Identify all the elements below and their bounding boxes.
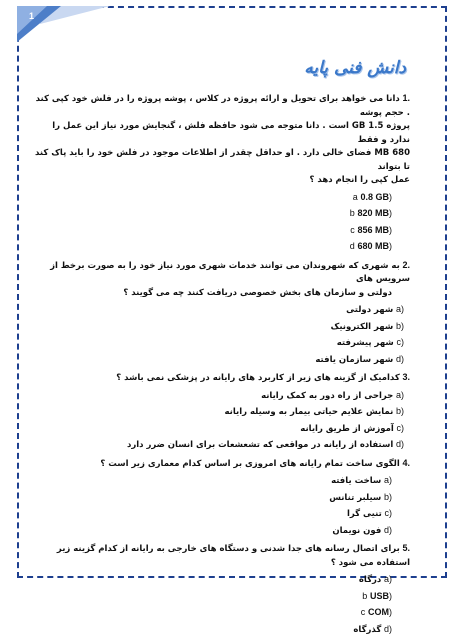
- option-text: شهر سازمان یافته: [315, 354, 394, 365]
- question-1: [30, 92, 410, 255]
- option-text: COM: [368, 607, 389, 617]
- question-line: [30, 371, 410, 386]
- option-text: 856 MB: [357, 224, 389, 235]
- option-text: تنیی گرا: [346, 509, 382, 519]
- option-label: (d: [395, 353, 404, 364]
- option-text: فون نویمان: [332, 525, 382, 536]
- option-label: (d: [349, 241, 392, 251]
- option-c[interactable]: [30, 224, 410, 239]
- options-list: [30, 303, 410, 367]
- option-label: (a: [383, 574, 392, 584]
- option-text: شهر دولتی: [346, 305, 394, 315]
- option-label: (b: [395, 320, 404, 331]
- question-line: [30, 542, 410, 570]
- option-c[interactable]: [30, 422, 410, 437]
- question-4: [30, 457, 410, 539]
- option-text: ساخت یافته: [331, 476, 382, 486]
- option-label: (b: [362, 590, 392, 601]
- page-title: دانش فنی پایه: [304, 58, 406, 78]
- option-text: سیلبر تنانس: [329, 492, 382, 503]
- question-text: دولتی و سازمان های بخش خصوصی دریافت کنند چه می گویند ؟: [123, 287, 392, 298]
- option-text: شهر پیشرفته: [336, 338, 394, 348]
- question-text: الگوی ساخت تمام رایانه های امروزی بر اساس کدام معماری زیر است ؟: [100, 458, 400, 469]
- question-text: برای اتصال رسانه های جدا شدنی و دستگاه های خارجی به رایانه از کدام گزینه زیر استفاده می شود ؟: [56, 544, 410, 568]
- option-text: USB: [369, 590, 389, 601]
- options-list: [30, 389, 410, 453]
- option-text: جراحی از راه دور به کمک رایانه: [261, 390, 394, 401]
- option-a[interactable]: [30, 573, 410, 588]
- question-text: دانا می خواهد برای تحویل و ارائه پروژه در کلاس ، پوشه پروژه را در فلش خود کپی کند . حجم پوشه: [35, 94, 410, 118]
- question-line: [30, 457, 410, 472]
- page-number: 1: [29, 11, 35, 21]
- option-a[interactable]: [30, 474, 410, 489]
- question-list: [30, 92, 410, 641]
- option-b[interactable]: [30, 590, 410, 605]
- option-label: (a: [352, 191, 392, 202]
- option-text: آموزش از طریق رایانه: [300, 423, 394, 434]
- question-number: .5: [402, 543, 410, 553]
- option-label: (c: [350, 224, 392, 235]
- option-label: (c: [396, 422, 404, 433]
- question-text: کدامیک از گزینه های زیر از کاربرد های رایانه در پزشکی نمی باشد ؟: [116, 373, 400, 383]
- question-2: [30, 259, 410, 368]
- question-text: عمل کپی را انجام دهد ؟: [309, 175, 410, 185]
- option-a[interactable]: [30, 389, 410, 404]
- option-d[interactable]: [30, 524, 410, 539]
- option-text: 680 MB: [357, 241, 389, 251]
- option-label: (a: [395, 389, 404, 400]
- option-text: 0.8 GB: [360, 191, 389, 202]
- option-label: (d: [383, 524, 392, 535]
- option-text: گذرگاه: [353, 624, 382, 635]
- option-d[interactable]: [30, 438, 410, 453]
- options-list: [30, 191, 410, 255]
- option-d[interactable]: [30, 240, 410, 255]
- question-number: .2: [402, 259, 410, 270]
- options-list: [30, 573, 410, 637]
- option-b[interactable]: [30, 207, 410, 222]
- question-text: به شهری که شهروندان می توانند خدمات شهری مورد نیاز خود را به صورت برخط از سرویس های: [50, 260, 410, 284]
- option-text: استفاده از رایانه در مواقعی که تشعشعات برای انسان ضرر دارد: [126, 440, 394, 450]
- option-d[interactable]: [30, 623, 410, 638]
- option-text: درگاه: [358, 575, 382, 585]
- options-list: [30, 474, 410, 538]
- option-text: شهر الکترونیک: [330, 321, 394, 332]
- question-text: پروژه 1.5 GB است . دانا متوجه می شود حافظه فلش ، گنجایش مورد نیاز این عمل را ندارد و فقط: [52, 121, 410, 145]
- option-label: (d: [383, 623, 392, 634]
- question-text: 680 MB فضای خالی دارد . او حداقل چقدر از اطلاعات موجود در فلش خود را باید پاک کند تا بتواند: [34, 148, 410, 172]
- option-a[interactable]: [30, 303, 410, 318]
- option-label: (c: [396, 337, 404, 347]
- question-5: [30, 542, 410, 637]
- option-c[interactable]: [30, 606, 410, 621]
- question-number: .1: [402, 93, 410, 103]
- option-b[interactable]: [30, 320, 410, 335]
- option-label: (c: [360, 607, 392, 617]
- option-label: (c: [384, 508, 392, 518]
- option-label: (d: [395, 439, 404, 449]
- option-b[interactable]: [30, 405, 410, 420]
- question-number: .4: [402, 457, 410, 468]
- option-label: (a: [395, 304, 404, 314]
- option-b[interactable]: [30, 491, 410, 506]
- option-label: (a: [383, 475, 392, 485]
- option-label: (b: [349, 208, 392, 218]
- option-d[interactable]: [30, 353, 410, 368]
- option-label: (b: [395, 406, 404, 416]
- option-text: 820 MB: [357, 208, 389, 218]
- option-text: نمایش علایم حیاتی بیمار به وسیله رایانه: [224, 407, 394, 417]
- question-3: [30, 371, 410, 453]
- option-label: (b: [383, 491, 392, 502]
- option-c[interactable]: [30, 336, 410, 351]
- question-line: [30, 92, 410, 120]
- question-number: .3: [402, 372, 410, 382]
- option-a[interactable]: [30, 191, 410, 206]
- option-c[interactable]: [30, 507, 410, 522]
- question-line: [30, 259, 410, 287]
